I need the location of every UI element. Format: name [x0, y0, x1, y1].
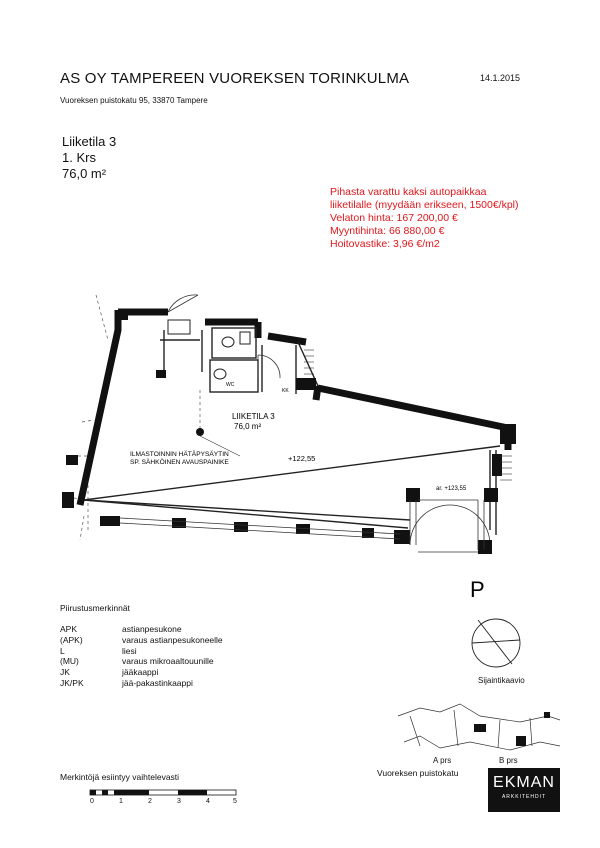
scale-bar — [90, 790, 236, 795]
scale-number: 0 — [90, 798, 94, 805]
document-address: Vuoreksen puistokatu 95, 33870 Tampere — [60, 96, 208, 105]
offer-line: Myyntihinta: 66 880,00 € — [330, 225, 445, 237]
legend-item — [60, 678, 223, 689]
legend-item — [60, 656, 223, 667]
legend-code: L — [60, 645, 65, 656]
note-line2: SP. SÄHKÖINEN AVAUSPAINIKE — [130, 459, 229, 466]
elevation-label: +122,55 — [288, 454, 316, 463]
logo-name: EKMAN — [493, 774, 555, 791]
unit-floor: 1. Krs — [62, 150, 96, 165]
unit-name: Liiketila 3 — [62, 134, 117, 149]
elevation-label: ar. +123,55 — [436, 486, 467, 492]
footer-note: Merkintöjä esiintyy vaihtelevasti — [60, 772, 180, 782]
offer-line: Velaton hinta: 167 200,00 € — [330, 212, 458, 224]
scale-number: 3 — [177, 798, 181, 805]
parking-label: P — [470, 577, 485, 602]
legend-desc: liesi — [122, 645, 137, 656]
legend-desc: varaus astianpesukoneelle — [122, 634, 223, 645]
legend-desc: varaus mikroaaltouunille — [122, 656, 214, 667]
hatch — [304, 350, 512, 480]
wc-fixtures — [168, 320, 250, 379]
scale-number: 1 — [119, 798, 123, 805]
document-title: AS OY TAMPEREEN VUOREKSEN TORINKULMA — [60, 70, 410, 87]
legend-item — [60, 624, 223, 635]
a-prs-label: A prs — [433, 756, 452, 765]
legend-item — [60, 635, 223, 646]
offer-line: liiketilalle (myydään erikseen, 1500€/kpl) — [330, 199, 519, 211]
room-area: 76,0 m² — [234, 422, 262, 431]
ekman-logo — [488, 768, 560, 812]
kk-label: KK — [282, 388, 289, 394]
unit-area: 76,0 m² — [62, 166, 107, 181]
wc-label: WC — [226, 382, 235, 388]
offer-line: Pihasta varattu kaksi autopaikkaa — [330, 186, 487, 198]
outer-walls — [80, 310, 508, 505]
emergency-stop-marker — [196, 428, 204, 436]
legend-list — [60, 624, 223, 689]
legend-code: (MU) — [60, 656, 79, 667]
b-prs-label: B prs — [499, 756, 518, 765]
document-date: 14.1.2015 — [480, 73, 521, 83]
scale-number: 5 — [233, 798, 237, 805]
room-label: LIIKETILA 3 — [232, 412, 275, 421]
legend-code: APK — [60, 624, 78, 634]
street-label: Vuoreksen puistokatu — [377, 768, 459, 778]
legend-item — [60, 646, 223, 657]
legend-desc: jää-pakastinkaappi — [122, 677, 193, 688]
legend-desc: jääkaappi — [122, 667, 159, 678]
legend-code: JK/PK — [60, 677, 84, 688]
compass-icon — [472, 619, 520, 667]
inner-walls — [84, 328, 500, 535]
legend-title: Piirustusmerkinnät — [60, 603, 130, 613]
scale-number: 2 — [148, 798, 152, 805]
offer-line: Hoitovastike: 3,96 €/m2 — [330, 238, 440, 250]
logo-sub: ARKKITEHDIT — [501, 794, 547, 800]
scale-numbers — [88, 798, 248, 808]
legend-code: JK — [60, 667, 70, 678]
legend-code: (APK) — [60, 634, 83, 645]
location-label: Sijaintikaavio — [478, 676, 525, 685]
note-line1: ILMASTOINNIN HÄTÄPYSÄYTIN — [130, 451, 229, 458]
scale-number: 4 — [206, 798, 210, 805]
legend-desc: astianpesukone — [122, 624, 182, 634]
legend-item — [60, 667, 223, 678]
